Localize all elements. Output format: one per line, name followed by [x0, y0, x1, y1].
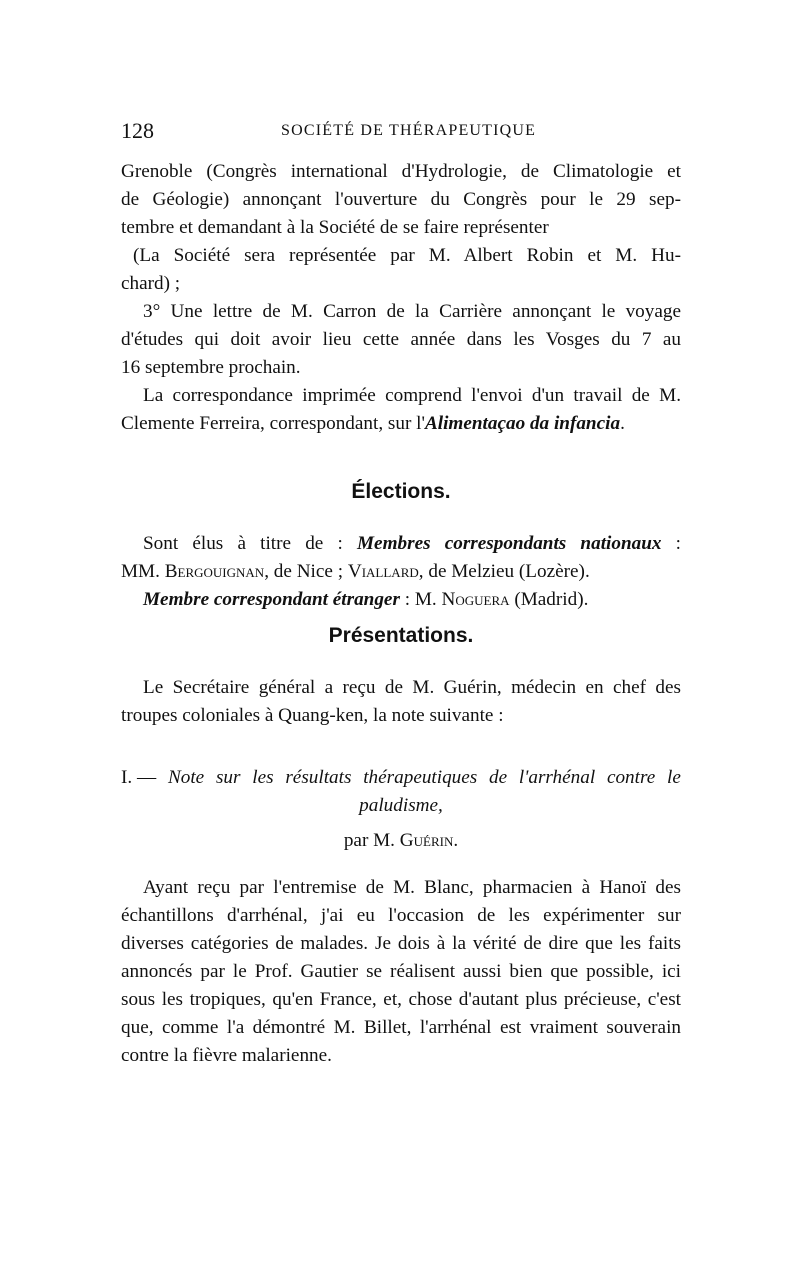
member-name: Viallard — [347, 561, 419, 582]
paragraph-text: La correspondance imprimée comprend l'envoi d'un travail de M. Clemente Ferreira, correspondant, sur l' — [121, 385, 681, 434]
members-prefix: MM. — [121, 561, 165, 582]
title-word: contre — [606, 767, 656, 788]
members-prefix: : M. — [399, 589, 442, 610]
presentations-heading: Présentations. — [328, 624, 474, 647]
title-word: Note — [167, 767, 205, 788]
member-name: Bergouignan — [164, 561, 265, 582]
paragraph-text: Ayant reçu par l'entremise de M. Blanc, pharmacien à Hanoï des échantillons d'arrhénal, j'ai eu l'occasion de les expérimenter sur diverses catégories de malades. Je dois à la vérité de dire que les faits annoncés par le Prof. Gautier se réalisent aussi bien que possible, ici sous les tropiques, qu'en France, et, chose d'autant plus précieuse, c'est que, comme l'a démontré M. Billet, l'arrhénal est vraiment souverain contre la fièvre malarienne. — [121, 877, 681, 1066]
byline — [121, 830, 681, 852]
title-word: de — [489, 767, 508, 788]
text-line: 16 septembre prochain. — [121, 357, 301, 378]
title-word: thérapeutiques — [363, 767, 478, 788]
members-category: Membres correspondants nationaux — [357, 533, 662, 554]
title-word: les — [252, 767, 274, 788]
member-location: , de Nice ; — [264, 561, 348, 582]
paragraph-text-end: . — [620, 413, 625, 434]
page-header — [121, 118, 680, 148]
elections-intro: Sont élus à titre de : — [143, 533, 357, 554]
text-line: 3° Une lettre de M. Carron de la Carrière annonçant le voyage — [143, 301, 681, 322]
text-line: tembre et demandant à la Société de se faire représenter — [121, 217, 549, 238]
text-line: de Géologie) annonçant l'ouverture du Congrès pour le 29 sep- — [121, 189, 681, 210]
elections-heading: Élections. — [351, 480, 451, 503]
member-name: Noguera — [441, 589, 510, 610]
member-location: (Madrid). — [509, 589, 589, 610]
text-line: Grenoble (Congrès international d'Hydrologie, de Climatologie et — [121, 161, 681, 182]
text-line: d'études qui doit avoir lieu cette année dans les Vosges du 7 au — [121, 329, 681, 350]
running-title: SOCIÉTÉ DE THÉRAPEUTIQUE — [281, 122, 537, 139]
author-name: Guérin — [399, 830, 454, 851]
note-body — [121, 874, 681, 1070]
title-word: sur — [215, 767, 241, 788]
correspondence-continuation — [121, 158, 681, 382]
work-title: Alimentaçao da infancia — [424, 413, 621, 434]
byline-prefix: par M. — [343, 830, 400, 851]
title-word: l'arrhénal — [518, 767, 596, 788]
title-word: le — [667, 767, 681, 788]
member-location: , de Melzieu (Lozère). — [418, 561, 590, 582]
elections-section — [121, 530, 681, 614]
members-category: Membre correspondant étranger — [143, 589, 400, 610]
page-number: 128 — [121, 118, 154, 143]
text-line: chard) ; — [121, 273, 181, 294]
note-numeral: I. — — [121, 767, 157, 788]
text-line: (La Société sera représentée par M. Albert Robin et M. Hu- — [133, 245, 681, 266]
title-line: paludisme, — [359, 795, 443, 816]
punctuation: . — [453, 830, 459, 851]
printed-correspondence-paragraph — [121, 382, 681, 438]
punctuation: : — [661, 533, 681, 554]
note-title — [121, 764, 681, 820]
paragraph-text: Le Secrétaire général a reçu de M. Guérin, médecin en chef des troupes coloniales à Quang-ken, la note suivante : — [121, 677, 681, 726]
title-word: résultats — [285, 767, 352, 788]
presentations-paragraph — [121, 674, 681, 730]
